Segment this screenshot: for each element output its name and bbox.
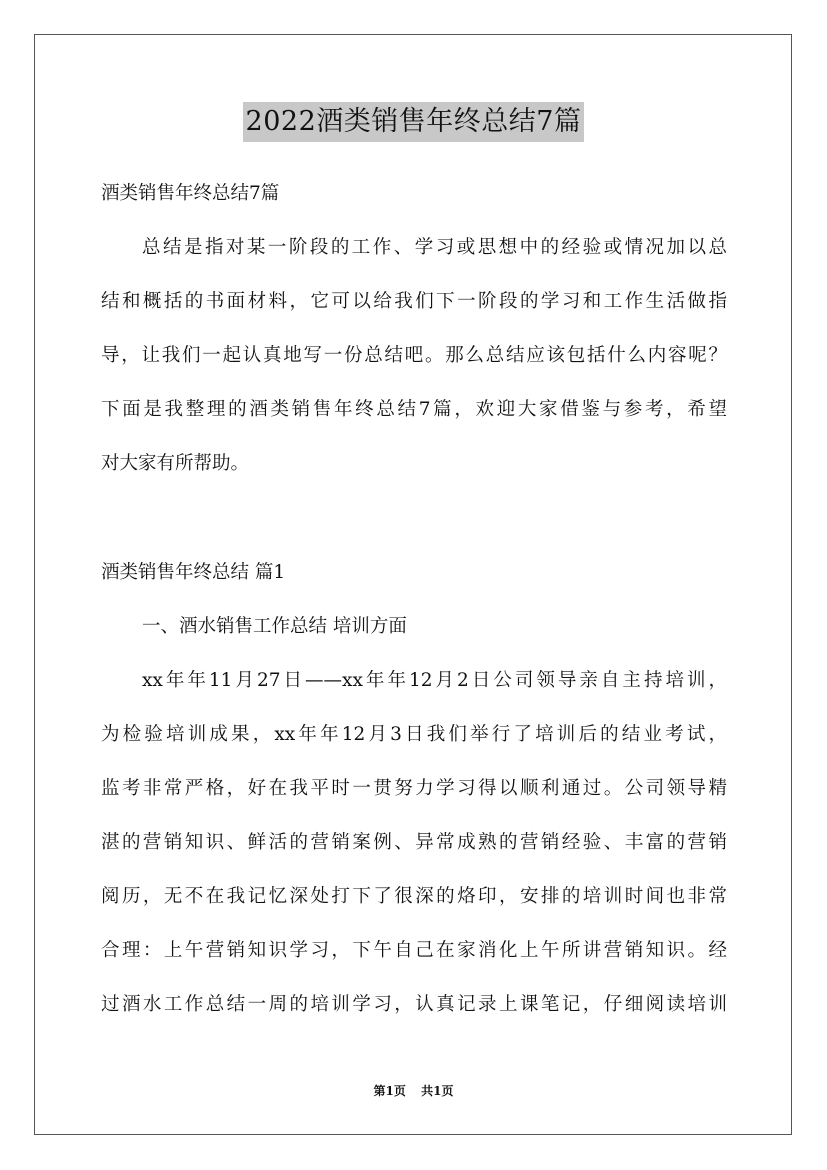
paragraph-line: 监考非常严格，好在我平时一贯努力学习得以顺利通过。公司领导精 (101, 778, 727, 799)
document-title: 2022酒类销售年终总结7篇 (243, 102, 585, 142)
paragraph-line: 结和概括的书面材料，它可以给我们下一阶段的学习和工作生活做指 (101, 291, 727, 312)
page-footer (0, 1083, 827, 1099)
paragraph-line: 湛的营销知识、鲜活的营销案例、异常成熟的营销经验、丰富的营销 (101, 832, 727, 853)
paragraph-line: 对大家有所帮助。 (101, 453, 250, 474)
page-total: 共1页 (421, 1084, 454, 1098)
section-heading: 酒类销售年终总结 篇1 (101, 562, 286, 583)
paragraph-line: 阅历，无不在我记忆深处打下了很深的烙印，安排的培训时间也非常 (101, 886, 727, 907)
paragraph-line: xx年年11月27日——xx年年12月2日公司领导亲自主持培训， (142, 670, 727, 691)
page-number: 第1页 (373, 1084, 406, 1098)
title-block (0, 102, 827, 142)
intro-heading: 酒类销售年终总结7篇 (101, 183, 280, 204)
paragraph-line: 总结是指对某一阶段的工作、学习或思想中的经验或情况加以总 (142, 237, 727, 258)
paragraph-line: 合理：上午营销知识学习，下午自己在家消化上午所讲营销知识。经 (101, 940, 727, 961)
paragraph-line: 导，让我们一起认真地写一份总结吧。那么总结应该包括什么内容呢？ (101, 345, 727, 366)
paragraph-line: 过酒水工作总结一周的培训学习，认真记录上课笔记，仔细阅读培训 (101, 994, 727, 1015)
paragraph-line: 下面是我整理的酒类销售年终总结7篇，欢迎大家借鉴与参考，希望 (101, 399, 727, 420)
paragraph-line: 为检验培训成果，xx年年12月3日我们举行了培训后的结业考试， (101, 724, 727, 745)
subsection-heading: 一、酒水销售工作总结 培训方面 (142, 616, 407, 637)
